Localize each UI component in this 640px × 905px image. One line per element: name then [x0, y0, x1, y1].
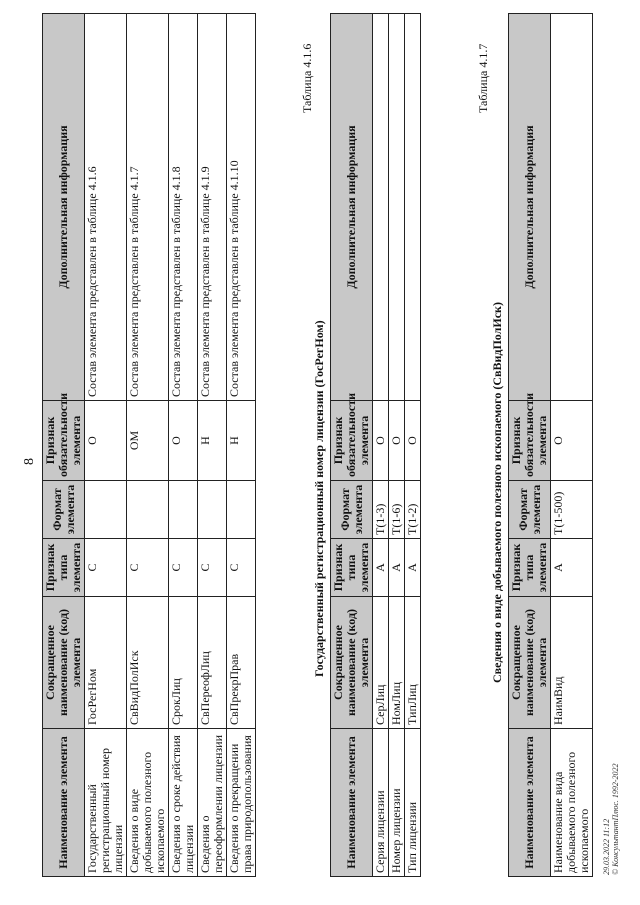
cell-code: НомЛиц — [389, 597, 405, 729]
cell-required: О — [169, 401, 198, 481]
cell-info: Состав элемента представлен в таблице 4.1.10 — [227, 14, 256, 401]
cell-format — [198, 481, 227, 539]
cell-format: Т(1-500) — [551, 481, 593, 539]
cell-info: Состав элемента представлен в таблице 4.1.9 — [198, 14, 227, 401]
cell-required: О — [405, 401, 421, 481]
cell-required: О — [389, 401, 405, 481]
cell-info: Состав элемента представлен в таблице 4.1.8 — [169, 14, 198, 401]
cell-required: О — [85, 401, 127, 481]
footer-date: 29.03.2022 11:12 — [602, 818, 611, 875]
table-svvidpolisk — [508, 13, 593, 877]
cell-type: С — [169, 539, 198, 597]
table-header-row — [331, 14, 373, 877]
cell-code: СвПереофЛиц — [198, 597, 227, 729]
cell-name: Сведения о сроке действия лицензии — [169, 729, 198, 877]
header-code: Сокращенное наименование (код) элемента — [509, 597, 551, 729]
cell-type: А — [389, 539, 405, 597]
table-gosregnom — [330, 13, 421, 877]
cell-name: Государственный регистрационный номер лицензии — [85, 729, 127, 877]
page-number: 8 — [22, 458, 37, 465]
cell-name: Сведения о переоформлении лицензии — [198, 729, 227, 877]
header-type: Признак типа элемента — [509, 539, 551, 597]
cell-code: СерЛиц — [373, 597, 389, 729]
table-row — [551, 14, 593, 877]
header-required: Признак обязательности элемента — [509, 401, 551, 481]
cell-format — [169, 481, 198, 539]
table-row — [373, 14, 389, 877]
footer-copyright: © КонсультантПлюс. 1992-2022 — [611, 763, 620, 875]
cell-code: СвПрекрПрав — [227, 597, 256, 729]
header-format: Формат элемента — [43, 481, 85, 539]
footer-stamp — [602, 763, 620, 875]
cell-type: А — [373, 539, 389, 597]
header-code: Сокращенное наименование (код) элемента — [331, 597, 373, 729]
cell-required: Н — [227, 401, 256, 481]
cell-code: НаимВид — [551, 597, 593, 729]
cell-code: СвВидПолИск — [127, 597, 169, 729]
table-row — [127, 14, 169, 877]
table-caption: Таблица 4.1.6 — [300, 43, 314, 113]
table-caption: Таблица 4.1.7 — [476, 43, 490, 113]
cell-info — [373, 14, 389, 401]
cell-info — [389, 14, 405, 401]
table-row — [198, 14, 227, 877]
cell-required: О — [551, 401, 593, 481]
table-header-row — [43, 14, 85, 877]
table-row — [169, 14, 198, 877]
header-info: Дополнительная информация — [331, 14, 373, 401]
cell-type: С — [198, 539, 227, 597]
table-row — [227, 14, 256, 877]
cell-format — [85, 481, 127, 539]
cell-info — [405, 14, 421, 401]
header-info: Дополнительная информация — [509, 14, 551, 401]
header-required: Признак обязательности элемента — [43, 401, 85, 481]
cell-info — [551, 14, 593, 401]
cell-name: Сведения о виде добываемого полезного ископаемого — [127, 729, 169, 877]
cell-format — [227, 481, 256, 539]
header-format: Формат элемента — [509, 481, 551, 539]
table-title: Государственный регистрационный номер лицензии (ГосРегНом) — [312, 320, 326, 677]
cell-type: С — [127, 539, 169, 597]
cell-type: С — [85, 539, 127, 597]
cell-name: Серия лицензии — [373, 729, 389, 877]
header-required: Признак обязательности элемента — [331, 401, 373, 481]
cell-type: А — [551, 539, 593, 597]
cell-code: ГосРегНом — [85, 597, 127, 729]
cell-format: Т(1-3) — [373, 481, 389, 539]
header-name: Наименование элемента — [43, 729, 85, 877]
cell-name: Сведения о прекращении права природопользования — [227, 729, 256, 877]
cell-code: ТипЛиц — [405, 597, 421, 729]
header-code: Сокращенное наименование (код) элемента — [43, 597, 85, 729]
cell-required: ОМ — [127, 401, 169, 481]
cell-info: Состав элемента представлен в таблице 4.1.7 — [127, 14, 169, 401]
cell-info: Состав элемента представлен в таблице 4.1.6 — [85, 14, 127, 401]
table-title: Сведения о виде добываемого полезного ископаемого (СвВидПолИск) — [490, 302, 504, 683]
cell-required: О — [373, 401, 389, 481]
cell-required: Н — [198, 401, 227, 481]
header-type: Признак типа элемента — [331, 539, 373, 597]
table-elements — [42, 13, 256, 877]
table-header-row — [509, 14, 551, 877]
header-type: Признак типа элемента — [43, 539, 85, 597]
cell-name: Номер лицензии — [389, 729, 405, 877]
cell-format: Т(1-6) — [389, 481, 405, 539]
cell-type: С — [227, 539, 256, 597]
cell-name: Тип лицензии — [405, 729, 421, 877]
table-row — [85, 14, 127, 877]
cell-format: Т(1-2) — [405, 481, 421, 539]
table-row — [389, 14, 405, 877]
header-info: Дополнительная информация — [43, 14, 85, 401]
cell-format — [127, 481, 169, 539]
header-name: Наименование элемента — [331, 729, 373, 877]
cell-name: Наименование вида добываемого полезного ископаемого — [551, 729, 593, 877]
header-name: Наименование элемента — [509, 729, 551, 877]
table-row — [405, 14, 421, 877]
cell-type: А — [405, 539, 421, 597]
header-format: Формат элемента — [331, 481, 373, 539]
cell-code: СрокЛиц — [169, 597, 198, 729]
